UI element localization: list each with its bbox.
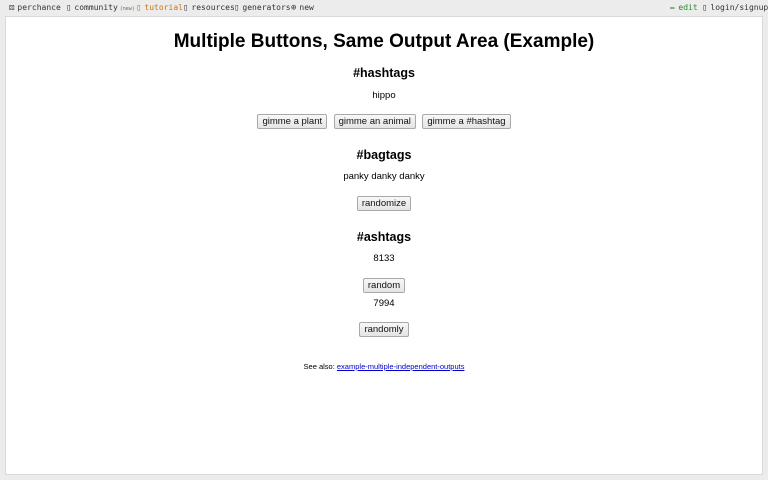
randomize-button[interactable]: randomize (357, 196, 411, 211)
resources-icon: ▯ (183, 3, 189, 13)
nav-new-label: new (299, 3, 314, 12)
page-title: Multiple Buttons, Same Output Area (Example) (173, 31, 595, 52)
see-also-line (6, 362, 762, 372)
nav-community[interactable] (66, 3, 135, 14)
tutorial-icon: ▯ (136, 3, 142, 13)
nav-login[interactable] (702, 3, 768, 13)
randomly-button-row (6, 319, 762, 337)
generators-icon: ▯ (234, 3, 240, 13)
section-heading-bagtags: #bagtags (356, 148, 412, 162)
nav-resources-label: resources (191, 3, 235, 12)
gimme-a-plant-button[interactable]: gimme a plant (257, 114, 327, 129)
gimme-a-hashtag-button[interactable]: gimme a #hashtag (422, 114, 510, 129)
nav-perchance-label: perchance (17, 3, 61, 12)
community-icon: ▯ (66, 3, 72, 13)
nav-new[interactable] (291, 3, 314, 13)
nav-tutorial-label: tutorial (144, 3, 183, 12)
nav-community-tag: (new) (119, 6, 135, 12)
login-icon: ▯ (702, 3, 708, 13)
bagtags-button-row (6, 193, 762, 211)
edit-icon: ✏ (670, 3, 676, 13)
nav-generators-label: generators (242, 3, 291, 12)
section-heading-ashtags: #ashtags (356, 230, 412, 244)
die-icon: ⚄ (9, 3, 15, 13)
ashtags-output-2: 7994 (373, 298, 395, 309)
nav-tutorial[interactable] (136, 3, 183, 13)
nav-edit[interactable] (670, 3, 698, 13)
hashtags-output: hippo (372, 90, 396, 101)
new-icon: ⊕ (291, 3, 297, 13)
nav-community-label: community (74, 3, 118, 12)
bagtags-output: panky danky danky (343, 171, 425, 182)
nav-perchance[interactable] (9, 3, 61, 13)
nav-generators[interactable] (234, 3, 291, 13)
generator-output-panel (5, 16, 763, 475)
gimme-an-animal-button[interactable]: gimme an animal (334, 114, 416, 129)
ashtags-output-1: 8133 (373, 253, 395, 264)
random-button[interactable]: random (363, 278, 405, 293)
top-nav-bar (0, 0, 768, 16)
nav-edit-label: edit (678, 3, 698, 12)
nav-resources[interactable] (183, 3, 235, 13)
hashtags-button-row (6, 111, 762, 129)
section-heading-hashtags: #hashtags (353, 66, 415, 80)
randomly-button[interactable]: randomly (359, 322, 408, 337)
nav-login-label: login/signup (710, 3, 768, 12)
see-also-link[interactable]: example-multiple-independent-outputs (336, 362, 465, 371)
random-button-row (6, 275, 762, 293)
see-also-label: See also: (303, 362, 335, 371)
